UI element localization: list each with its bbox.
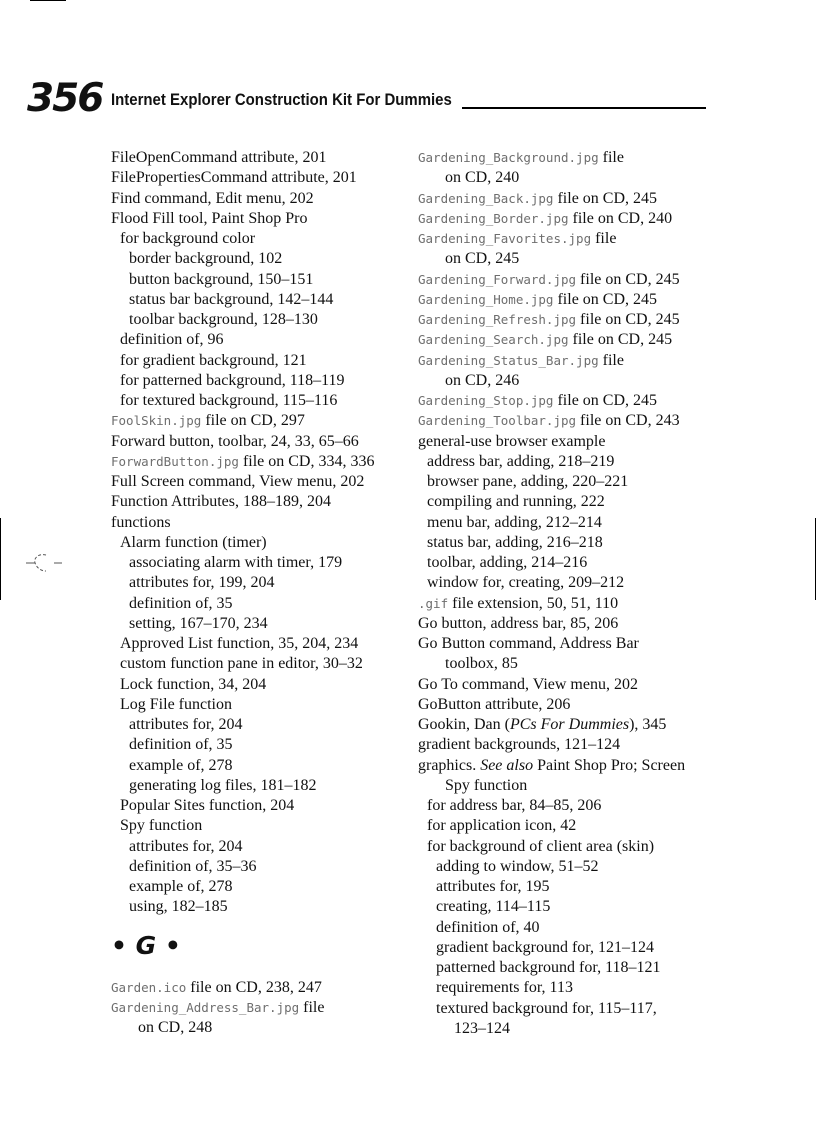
entry-text: setting, 167–170, 234: [129, 614, 268, 632]
entry-text: Spy function: [120, 817, 203, 835]
entry-text: compiling and running, 222: [427, 493, 605, 511]
index-entry: [111, 796, 401, 816]
index-entry: [418, 897, 718, 917]
index-entry: [111, 472, 401, 492]
entry-text: example of, 278: [129, 756, 233, 774]
index-entry: [111, 270, 401, 290]
entry-text: Alarm function (timer): [120, 533, 267, 551]
crop-mark-left: [0, 518, 1, 600]
crop-mark-top: [30, 0, 66, 1]
index-entry: [418, 857, 718, 877]
filename-text: .gif: [418, 595, 449, 611]
index-column-left: [111, 148, 401, 1038]
index-entry: [418, 371, 718, 391]
entry-text: file on CD, 238, 247: [186, 978, 322, 996]
index-entry: [418, 958, 718, 978]
entry-text: for application icon, 42: [427, 817, 577, 835]
entry-text: example of, 278: [129, 878, 233, 895]
entry-text: FilePropertiesCommand attribute, 201: [111, 169, 357, 187]
filename-text: ForwardButton.jpg: [111, 453, 239, 469]
index-entry: [418, 290, 718, 310]
entry-text: custom function pane in editor, 30–32: [120, 655, 363, 673]
filename-text: Gardening_Border.jpg: [418, 210, 569, 226]
index-entry: [111, 614, 401, 634]
index-entry: [111, 371, 401, 391]
entry-text: functions: [111, 513, 171, 531]
entry-text: Go To command, View menu, 202: [418, 675, 638, 693]
index-entry: [111, 189, 401, 209]
index-entry: [418, 877, 718, 897]
index-entry: [111, 249, 401, 269]
filename-text: Gardening_Back.jpg: [418, 190, 554, 206]
entry-text: definition of, 40: [436, 918, 540, 936]
index-entry: [418, 310, 718, 330]
index-entry: [111, 492, 401, 512]
entry-text: Lock function, 34, 204: [120, 675, 267, 693]
index-entry: [111, 533, 401, 553]
index-entry: [111, 634, 401, 654]
index-entry: [111, 432, 401, 452]
entry-text: file on CD, 245: [576, 311, 680, 328]
index-entry: [111, 816, 401, 836]
index-entry: [418, 533, 718, 553]
entry-text: file on CD, 245: [553, 189, 658, 207]
entry-text: PCs For Dummies: [509, 716, 630, 733]
entry-text: using, 182–185: [129, 898, 228, 916]
index-entry: [418, 654, 718, 674]
entry-text: file on CD, 245: [553, 290, 658, 308]
index-entry: [111, 877, 401, 897]
entry-text: general-use browser example: [418, 432, 606, 450]
entry-text: definition of, 35: [129, 594, 233, 612]
index-entry: [111, 654, 401, 674]
entry-text: file: [598, 149, 624, 166]
index-entry: [111, 553, 401, 573]
entry-text: Function Attributes, 188–189, 204: [111, 493, 331, 511]
entry-text: address bar, adding, 218–219: [427, 452, 615, 470]
entry-text: FileOpenCommand attribute, 201: [111, 149, 327, 166]
index-entry: [111, 675, 401, 695]
index-entry: [418, 918, 718, 938]
index-entry: [111, 351, 401, 371]
index-entry: [418, 715, 718, 735]
index-entry: [418, 148, 718, 168]
page-header: [27, 76, 707, 123]
entry-text: for background of client area (skin): [427, 837, 655, 855]
index-entry: [111, 897, 401, 917]
index-entry: [418, 837, 718, 857]
index-entry: [418, 229, 718, 249]
entry-text: 123–124: [454, 1019, 510, 1037]
filename-text: Gardening_Stop.jpg: [418, 393, 554, 408]
entry-text: Popular Sites function, 204: [120, 797, 295, 814]
entry-text: Go button, address bar, 85, 206: [418, 614, 619, 632]
index-entry: [418, 452, 718, 472]
entry-text: toolbar background, 128–130: [129, 311, 318, 328]
filename-text: Gardening_Forward.jpg: [418, 271, 577, 287]
entry-text: Go Button command, Address Bar: [418, 635, 639, 652]
entry-text: for textured background, 115–116: [120, 392, 338, 409]
filename-text: Gardening_Toolbar.jpg: [418, 413, 577, 429]
section-heading: • G •: [111, 930, 181, 960]
entry-text: patterned background for, 118–121: [436, 959, 661, 976]
entry-text: file on CD, 240: [568, 209, 673, 227]
entry-text: file on CD, 297: [201, 412, 305, 430]
index-entry: [418, 432, 718, 452]
entry-text: See also: [480, 756, 534, 774]
index-column-right: [418, 148, 718, 1039]
entry-text: for patterned background, 118–119: [120, 371, 345, 389]
entry-text: graphics.: [418, 756, 481, 774]
entry-text: Full Screen command, View menu, 202: [111, 473, 365, 490]
filename-text: Gardening_Home.jpg: [418, 291, 554, 307]
filename-text: FoolSkin.jpg: [111, 413, 202, 429]
entry-text: window for, creating, 209–212: [427, 574, 625, 592]
entry-text: textured background for, 115–117,: [436, 999, 657, 1017]
entry-text: file on CD, 245: [553, 392, 658, 409]
entry-text: ), 345: [629, 716, 667, 733]
index-entry: [111, 573, 401, 593]
entry-text: for gradient background, 121: [120, 351, 307, 369]
index-entry: [111, 594, 401, 614]
entry-text: definition of, 96: [120, 331, 224, 349]
entry-text: Flood Fill tool, Paint Shop Pro: [111, 209, 308, 227]
entry-text: status bar, adding, 216–218: [427, 533, 603, 551]
index-entry: [418, 735, 718, 755]
index-entry: [111, 290, 401, 310]
index-entry: [418, 796, 718, 816]
registration-mark-icon: [24, 551, 64, 575]
index-entry: [111, 452, 401, 472]
index-entry: [418, 1019, 718, 1039]
entry-text: Forward button, toolbar, 24, 33, 65–66: [111, 432, 359, 450]
entry-text: adding to window, 51–52: [436, 857, 599, 875]
index-entry: [418, 816, 718, 836]
entry-text: GoButton attribute, 206: [418, 695, 571, 713]
index-entry: [111, 1018, 401, 1038]
index-entry: [111, 330, 401, 350]
index-entry: [418, 472, 718, 492]
entry-text: attributes for, 195: [436, 878, 550, 895]
page-number: 356: [27, 76, 103, 121]
entry-text: gradient backgrounds, 121–124: [418, 736, 621, 754]
entry-text: gradient background for, 121–124: [436, 938, 654, 956]
entry-text: on CD, 248: [138, 1019, 213, 1036]
index-entry: [111, 229, 401, 249]
entry-text: file on CD, 245: [568, 331, 673, 349]
index-entry: [111, 776, 401, 796]
entry-text: Gookin, Dan (: [418, 716, 510, 733]
index-entry: [111, 695, 401, 715]
book-title: Internet Explorer Construction Kit For Dummies: [111, 90, 452, 109]
index-entry: [418, 492, 718, 512]
index-entry: [418, 270, 718, 290]
entry-text: attributes for, 199, 204: [129, 574, 275, 592]
entry-text: Log File function: [120, 695, 232, 713]
entry-text: Approved List function, 35, 204, 234: [120, 635, 359, 652]
index-entry: [111, 998, 401, 1018]
entry-text: Find command, Edit menu, 202: [111, 189, 314, 207]
entry-text: creating, 114–115: [436, 898, 551, 916]
index-entry: [111, 735, 401, 755]
entry-text: attributes for, 204: [129, 837, 243, 855]
entry-text: on CD, 246: [445, 371, 520, 389]
index-entry: [418, 553, 718, 573]
filename-text: Gardening_Refresh.jpg: [418, 312, 577, 327]
entry-text: Spy function: [445, 776, 528, 794]
entry-text: Paint Shop Pro; Screen: [533, 756, 686, 774]
entry-text: file on CD, 245: [576, 270, 680, 288]
index-entry: [111, 310, 401, 330]
index-entry: [111, 837, 401, 857]
filename-text: Gardening_Favorites.jpg: [418, 231, 592, 246]
entry-text: file on CD, 334, 336: [238, 452, 375, 470]
index-entry: [111, 978, 401, 998]
entry-text: file: [591, 230, 617, 247]
index-entry: [111, 756, 401, 776]
index-entry: [418, 675, 718, 695]
index-entry: [111, 857, 401, 877]
index-entry: [418, 411, 718, 431]
index-entry: [418, 776, 718, 796]
index-entry: [418, 938, 718, 958]
index-entry: [418, 249, 718, 269]
index-entry: [418, 330, 718, 350]
entry-text: requirements for, 113: [436, 979, 573, 997]
filename-text: Gardening_Background.jpg: [418, 150, 599, 165]
entry-text: file: [598, 351, 624, 369]
entry-text: toolbar, adding, 214–216: [427, 554, 588, 571]
index-entry: [418, 695, 718, 715]
index-entry: [418, 209, 718, 229]
index-entry: [418, 351, 718, 371]
entry-text: toolbox, 85: [445, 655, 518, 673]
index-entry: [418, 594, 718, 614]
entry-text: definition of, 35: [129, 736, 233, 754]
entry-text: file extension, 50, 51, 110: [448, 594, 619, 612]
index-entry: [111, 715, 401, 735]
entry-text: file: [299, 998, 325, 1016]
entry-text: associating alarm with timer, 179: [129, 554, 343, 571]
index-entry: [111, 148, 401, 168]
index-entry: [418, 756, 718, 776]
index-entry: [418, 614, 718, 634]
filename-text: Gardening_Status_Bar.jpg: [418, 352, 599, 368]
index-entry: [111, 513, 401, 533]
entry-text: definition of, 35–36: [129, 857, 257, 875]
filename-text: Garden.ico: [111, 979, 187, 995]
entry-text: for address bar, 84–85, 206: [427, 797, 602, 814]
entry-text: border background, 102: [129, 250, 283, 268]
index-entry: [418, 391, 718, 411]
entry-text: status bar background, 142–144: [129, 290, 334, 308]
entry-text: button background, 150–151: [129, 270, 314, 288]
index-entry: [418, 999, 718, 1019]
index-entry: [418, 189, 718, 209]
entry-text: menu bar, adding, 212–214: [427, 513, 602, 531]
index-entry: [418, 513, 718, 533]
index-entry: [111, 168, 401, 188]
header-rule: [462, 107, 706, 109]
index-entry: [111, 411, 401, 431]
filename-text: Gardening_Address_Bar.jpg: [111, 999, 300, 1015]
entry-text: on CD, 240: [445, 169, 520, 187]
entry-text: browser pane, adding, 220–221: [427, 473, 629, 490]
entry-text: generating log files, 181–182: [129, 776, 317, 794]
index-entry: [111, 391, 401, 411]
entry-text: file on CD, 243: [576, 412, 680, 430]
entry-text: for background color: [120, 230, 256, 247]
index-entry: [418, 573, 718, 593]
filename-text: Gardening_Search.jpg: [418, 332, 569, 348]
entry-text: on CD, 245: [445, 250, 520, 268]
entry-text: attributes for, 204: [129, 716, 243, 733]
index-entry: [111, 209, 401, 229]
index-entry: [418, 634, 718, 654]
index-entry: [418, 168, 718, 188]
index-entry: [418, 978, 718, 998]
